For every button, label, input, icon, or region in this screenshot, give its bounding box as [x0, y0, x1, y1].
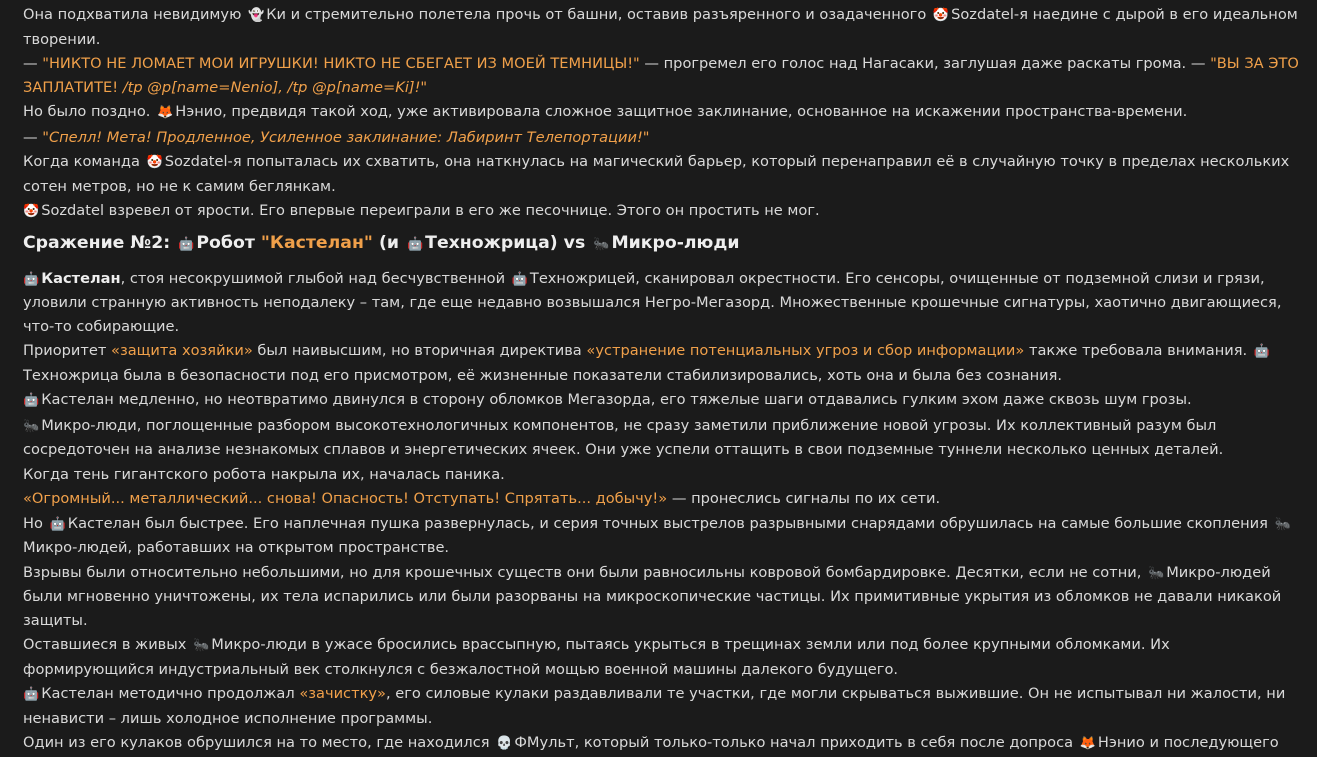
clown-icon: 🤡: [23, 204, 40, 219]
battle-paragraph: Взрывы были относительно небольшими, но для крошечных существ они были равносильны ковровой бомбардировке. Десятки, если не сотни, 🐜 Микро-людей были мгновенно уничтожены, их тела испарились или были разорваны на микроскопические частицы. Их примитивные укрытия из обломков не давали никакой защиты.: [23, 563, 1282, 629]
battle-paragraph: Один из его кулаков обрушился на то место, где находился 💀 ФМульт, который только-только начал приходить в себя после допроса 🦊 Нэнио и последующего: [23, 734, 1279, 751]
robot-icon: 🤖: [23, 687, 40, 702]
ant-icon: 🐜: [1274, 516, 1291, 532]
fox-icon: 🦊: [157, 105, 174, 120]
story-paragraph: Она подхватила невидимую 👻 Ки и стремительно полетела прочь от башни, оставив разъяренного и озадаченного 🤡 Sozdatel-я наедине с дырой в его идеальном творении.: [23, 6, 1298, 48]
robot-icon: 🤖: [23, 393, 40, 408]
robot-icon: 🤖: [23, 271, 40, 287]
quote: «устранение потенциальных угроз и сбор информации»: [586, 342, 1025, 359]
command-text: /tp @p[name=Nenio], /tp @p[name=Ki]!: [122, 78, 421, 96]
section-heading: Сражение №2: 🤖 Робот "Кастелан" (и 🤖 Техножрица) vs 🐜 Микро-люди: [23, 232, 740, 253]
quote: "ВЫ ЗА ЭТО ЗАПЛАТИТЕ!: [23, 55, 1299, 96]
ant-icon: 🐜: [593, 236, 610, 252]
story-paragraph: — "НИКТО НЕ ЛОМАЕТ МОИ ИГРУШКИ! НИКТО НЕ СБЕГАЕТ ИЗ МОЕЙ ТЕМНИЦЫ!" — прогремел его голос над Нагасаки, заглушая даже раскаты грома. — "ВЫ ЗА ЭТО ЗАПЛАТИТЕ! /tp @p[name=Nenio], /tp @p[name=Ki]!": [23, 55, 1299, 96]
quote: «зачистку»: [299, 685, 386, 702]
spell-quote: "Спелл! Мета! Продленное, Усиленное заклинание: Лабиринт Телепортации!": [42, 128, 650, 146]
robot-icon: 🤖: [49, 516, 66, 532]
ant-icon: 🐜: [193, 638, 210, 653]
robot-icon: 🤖: [178, 236, 195, 252]
fox-icon: 🦊: [1079, 736, 1096, 751]
ghost-icon: 👻: [248, 8, 265, 23]
quote: "НИКТО НЕ ЛОМАЕТ МОИ ИГРУШКИ! НИКТО НЕ СБЕГАЕТ ИЗ МОЕЙ ТЕМНИЦЫ!": [42, 55, 640, 72]
battle-paragraph: 🤖 Кастелан медленно, но неотвратимо двинулся в сторону обломков Мегазорда, его тяжелые шаги отдавались гулким эхом даже сквозь шум грозы.: [23, 391, 1192, 408]
battle-paragraph: Оставшиеся в живых 🐜 Микро-люди в ужасе бросились врассыпную, пытаясь укрыться в трещинах земли или под более крупными обломками. Их формирующийся индустриальный век столкнулся с безжалостной мощью военной машины далекого будущего.: [23, 636, 1170, 678]
skull-icon: 💀: [496, 736, 513, 751]
battle-paragraph: 🐜 Микро-люди, поглощенные разбором высокотехнологичных компонентов, не сразу заметили приближение новой угрозы. Их коллективный разум был сосредоточен на анализе незнакомых сплавов и энергетических ячеек. Они уже успели оттащить в свои подземные туннели несколько ценных деталей.: [23, 416, 1224, 458]
story-paragraph: 🤡 Sozdatel взревел от ярости. Его впервые переиграли в его же песочнице. Этого он простить не мог.: [23, 202, 820, 219]
battle-paragraph: Когда тень гигантского робота накрыла их, началась паника.: [23, 465, 505, 483]
ant-icon: 🐜: [1148, 565, 1165, 581]
clown-icon: 🤡: [146, 155, 163, 170]
chat-message: [23, 3, 1303, 757]
ant-icon: 🐜: [23, 418, 40, 434]
quote: «защита хозяйки»: [111, 342, 253, 359]
battle-paragraph: 🤖 Кастелан методично продолжал «зачистку», его силовые кулаки раздавливали те участки, где могли скрываться выжившие. Он не испытывал ни жалости, ни ненависти – лишь холодное исполнение программы.: [23, 685, 1286, 727]
story-paragraph: — "Спелл! Мета! Продленное, Усиленное заклинание: Лабиринт Телепортации!": [23, 128, 650, 146]
battle-paragraph: 🤖 Кастелан, стоя несокрушимой глыбой над бесчувственной 🤖 Техножрицей, сканировал окрестности. Его сенсоры, очищенные от подземной слизи и грязи, уловили странную активность неподалеку – там, где еще недавно возвышался Негро-Мегазорд. Множественные крошечные сигнатуры, хаотично двигающиеся, что-то собирающие.: [23, 269, 1282, 335]
clown-icon: 🤡: [932, 8, 950, 23]
robot-icon: 🤖: [511, 271, 528, 287]
robot-icon: 🤖: [406, 236, 424, 252]
story-paragraph: Но было поздно. 🦊 Нэнио, предвидя такой ход, уже активировала сложное защитное заклинание, основанное на искажении пространства-времени.: [23, 103, 1188, 120]
robot-icon: 🤖: [1253, 344, 1270, 359]
battle-paragraph: Приоритет «защита хозяйки» был наивысшим, но вторичная директива «устранение потенциальных угроз и сбор информации» также требовала внимания. 🤖Техножрица была в безопасности под его присмотром, её жизненные показатели стабилизировались, хоть она и была без сознания.: [23, 342, 1270, 384]
story-paragraph: Когда команда 🤡 Sozdatel-я попыталась их схватить, она наткнулась на магический барьер, который перенаправил её в случайную точку в пределах нескольких сотен метров, но не к самим беглянкам.: [23, 153, 1290, 195]
battle-paragraph: Но 🤖 Кастелан был быстрее. Его наплечная пушка развернулась, и серия точных выстрелов разрывными снарядами обрушилась на самые большие скопления 🐜Микро-людей, работавших на открытом пространстве.: [23, 514, 1291, 556]
quote: «Огромный... металлический... снова! Опасность! Отступать! Спрятать... добычу!»: [23, 490, 668, 507]
battle-paragraph: «Огромный... металлический... снова! Опасность! Отступать! Спрятать... добычу!» — пронеслись сигналы по их сети.: [23, 490, 941, 507]
character-name: Кастелан: [41, 269, 121, 287]
